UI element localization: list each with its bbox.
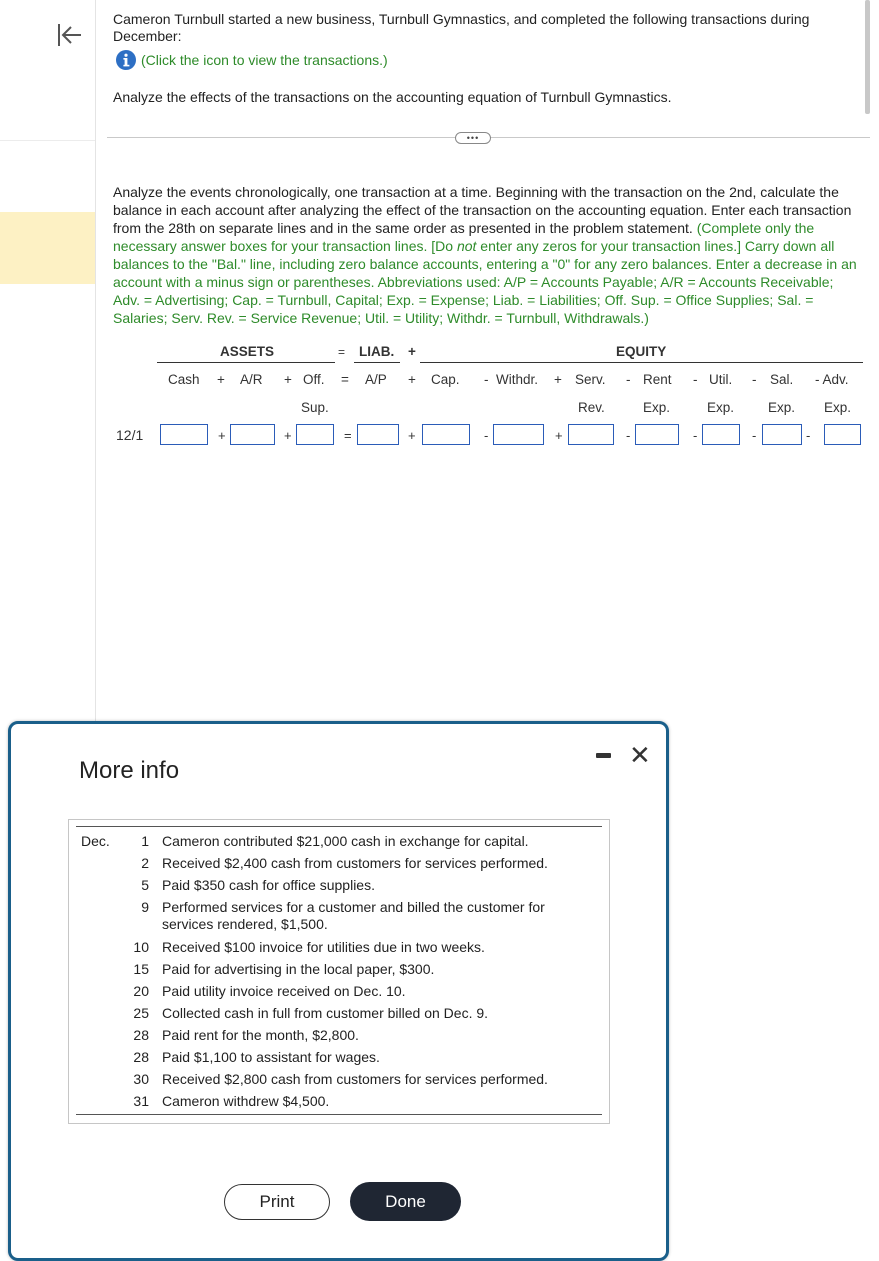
header-equals: =	[338, 345, 346, 359]
transaction-desc: Collected cash in full from customer billed on Dec. 9.	[162, 1005, 489, 1021]
info-icon[interactable]	[115, 49, 137, 71]
instructions-main: Analyze the events chronologically, one transaction at a time. Beginning with the transaction on the 2nd, calculate the balance in each account after analyzing the effect of the transaction on the accounting equation. Enter each transaction from the 28th on separate lines and in the same order as presented in the problem statement.	[113, 184, 852, 236]
assets-header: ASSETS	[220, 344, 275, 359]
op-minus-3: -	[693, 372, 698, 387]
input-rent-expense[interactable]	[635, 424, 679, 445]
op-minus-4: -	[752, 372, 757, 387]
op-minus-1: -	[484, 372, 489, 387]
transaction-day: 28	[133, 1027, 149, 1043]
col-serv-2: Rev.	[578, 400, 605, 415]
transaction-day: 15	[133, 961, 149, 977]
row-op-minus-2: -	[626, 428, 631, 443]
view-transactions-link[interactable]	[115, 49, 388, 71]
row-op-plus-3: +	[408, 428, 416, 443]
instructions-green-part1: (Complete only the necessary answer boxes for your transaction lines. [Do	[113, 220, 815, 254]
list-top-rule	[76, 826, 602, 827]
done-button[interactable]: Done	[350, 1182, 461, 1221]
col-withdr: Withdr.	[496, 372, 539, 387]
input-withdrawals[interactable]	[493, 424, 544, 445]
op-equals: =	[341, 372, 349, 387]
row-op-plus-4: +	[555, 428, 563, 443]
col-serv-1: Serv.	[575, 372, 606, 387]
op-plus-1: +	[217, 372, 225, 387]
rail-active-highlight	[0, 212, 95, 284]
col-ap: A/P	[365, 372, 387, 387]
transaction-day: 10	[133, 939, 149, 955]
equity-rule	[420, 362, 863, 363]
transaction-desc: Received $100 invoice for utilities due in two weeks.	[162, 939, 485, 955]
op-plus-3: +	[408, 372, 416, 387]
print-button[interactable]: Print	[224, 1184, 330, 1220]
col-offsup-1: Off.	[303, 372, 325, 387]
liab-header: LIAB.	[359, 344, 395, 359]
more-info-modal	[8, 721, 669, 1261]
row-op-plus-1: +	[218, 428, 226, 443]
input-salaries-expense[interactable]	[762, 424, 802, 445]
transaction-desc: Cameron withdrew $4,500.	[162, 1093, 330, 1109]
input-capital[interactable]	[422, 424, 470, 445]
input-ar[interactable]	[230, 424, 275, 445]
modal-title: More info	[79, 757, 180, 784]
row-op-plus-2: +	[284, 428, 292, 443]
input-service-revenue[interactable]	[568, 424, 614, 445]
transaction-desc: Paid $1,100 to assistant for wages.	[162, 1049, 380, 1065]
close-icon[interactable]: ✕	[629, 740, 651, 770]
liab-rule	[354, 362, 400, 363]
col-cash: Cash	[168, 372, 200, 387]
expand-toggle-button[interactable]	[455, 132, 491, 144]
minimize-icon[interactable]	[596, 753, 611, 758]
row-op-minus-1: -	[484, 428, 489, 443]
transaction-desc: Paid rent for the month, $2,800.	[162, 1027, 359, 1043]
input-ap[interactable]	[357, 424, 399, 445]
row-op-minus-5: -	[806, 428, 811, 443]
col-sal-2: Exp.	[768, 400, 796, 415]
col-util-1: Util.	[709, 372, 733, 387]
row-op-equals: =	[344, 428, 352, 443]
input-office-supplies[interactable]	[296, 424, 334, 445]
col-cap: Cap.	[431, 372, 460, 387]
view-transactions-text[interactable]: (Click the icon to view the transactions.)	[141, 52, 388, 68]
transaction-desc: Received $2,400 cash from customers for services performed.	[162, 855, 548, 871]
input-advertising-expense[interactable]	[824, 424, 861, 445]
instructions-green-not: not	[456, 238, 477, 254]
row-op-minus-3: -	[693, 428, 698, 443]
scrollbar[interactable]	[865, 0, 870, 114]
header-plus: +	[408, 344, 416, 359]
analyze-prompt: Analyze the effects of the transactions on the accounting equation of Turnbull Gymnastics.	[113, 89, 672, 105]
collapse-panel-icon[interactable]	[54, 20, 86, 50]
col-rent-2: Exp.	[643, 400, 671, 415]
row-op-minus-4: -	[752, 428, 757, 443]
transaction-day: 28	[133, 1049, 149, 1065]
month-label: Dec.	[81, 833, 110, 849]
col-ar: A/R	[240, 372, 263, 387]
transaction-desc: Received $2,800 cash from customers for services performed.	[162, 1071, 548, 1087]
instructions-green-part2: enter any zeros for your transaction lines.] Carry down all balances to the "Bal." line, including zero balance accounts, entering a "0" for any zero balances. Enter a decrease in an account with a minus sign or parentheses. Abbreviations used: A/P = Accounts Payable; A/R = Accounts Receivable; Adv. = Advertising; Cap. = Turnbull, Capital; Exp. = Expense; Liab. = Liabilities; Off. Sup. = Office Supplies; Sal. = Salaries; Serv. Rev. = Service Revenue; Util. = Utility; Withdr. = Turnbull, Withdrawals.)	[113, 238, 857, 326]
row-label-12-1: 12/1	[116, 427, 144, 443]
transaction-day: 9	[141, 899, 149, 915]
col-rent-1: Rent	[643, 372, 672, 387]
input-utility-expense[interactable]	[702, 424, 740, 445]
instructions	[113, 183, 863, 327]
more-dots-icon: •••	[466, 133, 480, 143]
op-plus-2: +	[284, 372, 292, 387]
col-adv-1: - Adv.	[815, 372, 849, 387]
col-sal-1: Sal.	[770, 372, 794, 387]
op-plus-4: +	[554, 372, 562, 387]
problem-intro: Cameron Turnbull started a new business, Turnbull Gymnastics, and completed the following transactions during December:	[113, 11, 810, 44]
op-minus-2: -	[626, 372, 631, 387]
col-util-2: Exp.	[707, 400, 735, 415]
col-offsup-2: Sup.	[301, 400, 329, 415]
rail-divider	[0, 140, 95, 141]
col-adv-2: Exp.	[824, 400, 852, 415]
transaction-day: 1	[141, 833, 149, 849]
transaction-day: 2	[141, 855, 149, 871]
transaction-desc: Cameron contributed $21,000 cash in exchange for capital.	[162, 833, 529, 849]
transaction-day: 30	[133, 1071, 149, 1087]
transaction-day: 25	[133, 1005, 149, 1021]
input-cash[interactable]	[160, 424, 208, 445]
transaction-desc: Paid $350 cash for office supplies.	[162, 877, 375, 893]
transaction-day: 5	[141, 877, 149, 893]
transaction-desc: Performed services for a customer and billed the customer for services rendered, $1,500.	[162, 899, 545, 932]
equity-header: EQUITY	[616, 344, 667, 359]
transaction-desc: Paid utility invoice received on Dec. 10.	[162, 983, 406, 999]
transactions-list	[68, 819, 610, 1124]
transaction-day: 20	[133, 983, 149, 999]
list-bottom-rule	[76, 1114, 602, 1115]
transaction-desc: Paid for advertising in the local paper, $300.	[162, 961, 435, 977]
transaction-day: 31	[133, 1093, 149, 1109]
assets-rule	[157, 362, 335, 363]
